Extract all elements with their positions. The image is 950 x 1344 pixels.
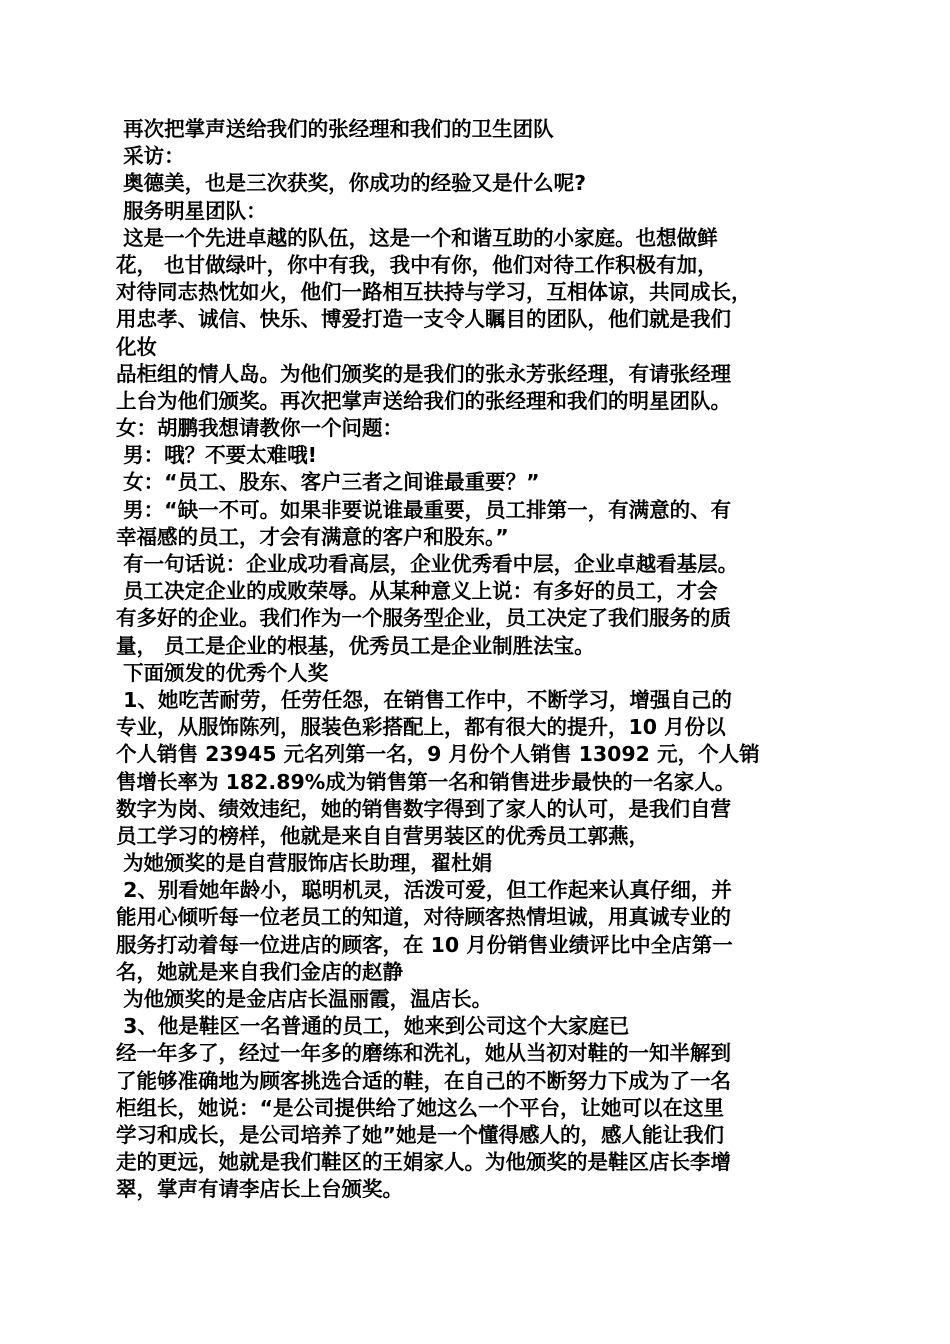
text-line: 柜组长，她说：“是公司提供给了她这么一个平台，让她可以在这里 bbox=[116, 1095, 724, 1120]
text-line: 花， 也甘做绿叶，你中有我，我中有你，他们对待工作积极有加， bbox=[116, 252, 718, 277]
document-body-text bbox=[116, 116, 856, 1204]
text-line: 经一年多了，经过一年多的磨练和洗礼，她从当初对鞋的一知半解到 bbox=[116, 1041, 731, 1066]
text-line: 员工决定企业的成败荣辱。从某种意义上说：有多好的员工，才会 bbox=[116, 579, 718, 604]
text-line: 幸福感的员工，才会有满意的客户和股东。” bbox=[116, 524, 509, 549]
text-line: 了能够准确地为顾客挑选合适的鞋，在自己的不断努力下成为了一名 bbox=[116, 1068, 731, 1093]
text-line: 走的更远，她就是我们鞋区的王娟家人。为他颁奖的是鞋区店长李增 bbox=[116, 1150, 731, 1175]
text-line: 女：胡鹏我想请教你一个问题： bbox=[116, 416, 403, 441]
text-line: 服务明星团队： bbox=[116, 198, 267, 223]
text-line: 为他颁奖的是金店店长温丽霞，温店长。 bbox=[116, 987, 493, 1011]
text-line: 采访： bbox=[116, 144, 185, 169]
text-line: 售增长率为 182.89%成为销售第一名和销售进步最快的一名家人。 bbox=[116, 769, 736, 794]
text-line: 下面颁发的优秀个人奖 bbox=[116, 660, 329, 685]
text-line: 对待同志热忱如火，他们一路相互扶持与学习，互相体谅，共同成长， bbox=[116, 280, 752, 305]
text-line: 女：“员工、股东、客户三者之间谁最重要？” bbox=[116, 470, 540, 495]
text-line: 1、她吃苦耐劳，任劳任怨，在销售工作中，不断学习，增强自己的 bbox=[116, 687, 732, 712]
text-line: 奥德美，也是三次获奖，你成功的经验又是什么呢? bbox=[116, 171, 587, 196]
text-line: 能用心倾听每一位老员工的知道，对待顾客热情坦诚，用真诚专业的 bbox=[116, 905, 731, 930]
text-line: 数字为岗、绩效违纪，她的销售数字得到了家人的认可，是我们自营 bbox=[116, 796, 731, 821]
text-line: 化妆 bbox=[116, 334, 157, 359]
text-line: 男：“缺一不可。如果非要说谁最重要，员工排第一，有满意的、有 bbox=[116, 497, 732, 522]
text-line: 名，她就是来自我们金店的赵静 bbox=[116, 959, 403, 984]
text-line: 3、他是鞋区一名普通的员工，她来到公司这个大家庭已 bbox=[116, 1014, 630, 1039]
text-line: 品柜组的情人岛。为他们颁奖的是我们的张永芳张经理，有请张经理 bbox=[116, 361, 731, 386]
text-line: 再次把掌声送给我们的张经理和我们的卫生团队 bbox=[116, 117, 554, 141]
text-line: 男：哦？不要太难哦! bbox=[116, 443, 317, 468]
text-line: 为她颁奖的是自营服饰店长助理，翟杜娟 bbox=[116, 851, 493, 876]
text-line: 专业，从服饰陈列，服装色彩搭配上，都有很大的提升，10 月份以 bbox=[116, 715, 726, 740]
text-line: 用忠孝、诚信、快乐、博爱打造一支令人瞩目的团队，他们就是我们 bbox=[116, 307, 731, 332]
text-line: 量， 员工是企业的根基，优秀员工是企业制胜法宝。 bbox=[116, 633, 595, 658]
text-line: 服务打动着每一位进店的顾客，在 10 月份销售业绩评比中全店第一 bbox=[116, 932, 733, 957]
text-line: 个人销售 23945 元名列第一名，9 月份个人销售 13092 元，个人销 bbox=[116, 742, 760, 767]
text-line: 有多好的企业。我们作为一个服务型企业，员工决定了我们服务的质 bbox=[116, 606, 731, 631]
text-line: 上台为他们颁奖。再次把掌声送给我们的张经理和我们的明星团队。 bbox=[116, 388, 731, 413]
text-line: 这是一个先进卓越的队伍，这是一个和谐互助的小家庭。也想做鲜 bbox=[116, 225, 718, 250]
text-line: 员工学习的榜样，他就是来自自营男装区的优秀员工郭燕， bbox=[116, 823, 649, 848]
text-line: 翠，掌声有请李店长上台颁奖。 bbox=[116, 1177, 403, 1202]
text-line: 2、别看她年龄小，聪明机灵，活泼可爱，但工作起来认真仔细，并 bbox=[116, 878, 732, 903]
text-line: 学习和成长，是公司培养了她”她是一个懂得感人的，感人能让我们 bbox=[116, 1122, 724, 1147]
text-line: 有一句话说：企业成功看高层，企业优秀看中层，企业卓越看基层。 bbox=[116, 552, 739, 576]
